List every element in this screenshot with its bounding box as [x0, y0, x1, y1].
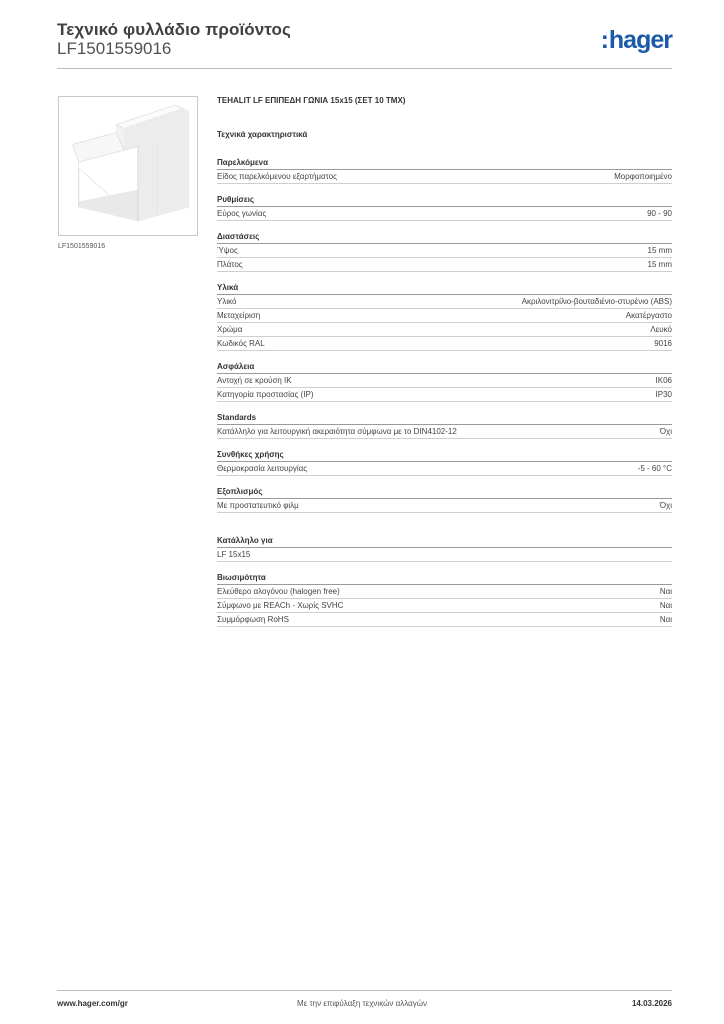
spec-row [217, 244, 672, 258]
spec-row [217, 613, 672, 627]
section-title: Ασφάλεια [217, 361, 672, 374]
section-title: Εξοπλισμός [217, 486, 672, 499]
spec-value: 15 mm [647, 246, 672, 255]
spec-row [217, 585, 672, 599]
spec-value: 15 mm [647, 260, 672, 269]
spec-label: Είδος παρελκόμενου εξαρτήματος [217, 172, 338, 181]
footer-date: 14.03.2026 [631, 999, 672, 1008]
spec-label: Ελεύθερο αλογόνου (halogen free) [217, 587, 340, 596]
spec-section [217, 194, 672, 221]
spec-label: Θερμοκρασία λειτουργίας [217, 464, 308, 473]
spec-value: Ναι [659, 601, 672, 610]
section-title: Διαστάσεις [217, 231, 672, 244]
spec-section [217, 282, 672, 351]
spec-label: Ύψος [217, 246, 238, 255]
spec-value: Λευκό [650, 325, 672, 334]
spec-row [217, 462, 672, 476]
section-title: Standards [217, 412, 672, 425]
spec-label: Κατηγορία προστασίας (IP) [217, 390, 314, 399]
spec-value: IK06 [655, 376, 672, 385]
suitable-for-section [217, 535, 672, 562]
spec-value: Όχι [659, 427, 672, 436]
spec-row [217, 337, 672, 351]
spec-value: 9016 [654, 339, 672, 348]
specs-heading: Τεχνικά χαρακτηριστικά [217, 130, 308, 139]
spec-section [217, 231, 672, 272]
product-image [58, 96, 198, 236]
spec-value: -5 - 60 °C [637, 464, 672, 473]
spec-value: Ναι [659, 615, 672, 624]
spec-label: Κωδικός RAL [217, 339, 265, 348]
spec-section [217, 449, 672, 476]
spec-value: Ακριλονιτρίλιο-βουταδιένιο-στυρένιο (ABS) [521, 297, 672, 306]
spec-row [217, 599, 672, 613]
footer-website-link[interactable]: www.hager.com/gr [57, 999, 128, 1008]
section-title: Συνθήκες χρήσης [217, 449, 672, 462]
spec-label: Με προστατευτικό φιλμ [217, 501, 299, 510]
spec-row [217, 425, 672, 439]
section-title: Βιωσιμότητα [217, 572, 672, 585]
spec-value: 90 - 90 [647, 209, 672, 218]
spec-row [217, 170, 672, 184]
logo-text: hager [608, 26, 672, 54]
document-title: Τεχνικό φυλλάδιο προϊόντος [57, 20, 291, 39]
spec-label: Πλάτος [217, 260, 243, 269]
spec-label: Εύρος γωνίας [217, 209, 267, 218]
hager-logo [601, 28, 672, 53]
spec-sections [217, 157, 672, 513]
spec-label: Μεταχείριση [217, 311, 261, 320]
spec-label: Υλικό [217, 297, 237, 306]
spec-value: Όχι [659, 501, 672, 510]
spec-row [217, 309, 672, 323]
spec-label: Κατάλληλο για λειτουργική ακεραιότητα σύμφωνα με το DIN4102-12 [217, 427, 457, 436]
section-title: Ρυθμίσεις [217, 194, 672, 207]
spec-value: Μορφοποιημένο [614, 172, 672, 181]
spec-section [217, 361, 672, 402]
image-caption: LF1501559016 [58, 243, 106, 250]
header-divider [57, 68, 672, 69]
spec-section [217, 412, 672, 439]
sustainability-section [217, 572, 672, 627]
section-title: Υλικά [217, 282, 672, 295]
product-code: LF1501559016 [57, 39, 172, 58]
section-title: Παρελκόμενα [217, 157, 672, 170]
spec-row [217, 258, 672, 272]
section-title: Κατάλληλο για [217, 535, 672, 548]
footer-divider [57, 990, 672, 991]
spec-label: Αντοχή σε κρούση IK [217, 376, 292, 385]
spec-row [217, 388, 672, 402]
spec-label: LF 15x15 [217, 550, 251, 559]
spec-value: Ναι [659, 587, 672, 596]
spec-row [217, 295, 672, 309]
spec-row [217, 499, 672, 513]
spec-label: Σύμφωνο με REACh - Χωρίς SVHC [217, 601, 344, 610]
logo-colon-icon: : [600, 26, 608, 54]
footer-notice: Με την επιφύλαξη τεχνικών αλλαγών [297, 999, 427, 1008]
spec-row [217, 548, 672, 562]
spec-label: Συμμόρφωση RoHS [217, 615, 289, 624]
spec-row [217, 207, 672, 221]
spec-label: Χρώμα [217, 325, 243, 334]
spec-section [217, 486, 672, 513]
spec-row [217, 374, 672, 388]
flat-angle-icon [59, 97, 197, 235]
spec-section [217, 157, 672, 184]
spec-value: Ακατέργαστο [625, 311, 672, 320]
spec-panel [217, 95, 672, 637]
spec-row [217, 323, 672, 337]
spec-value: IP30 [655, 390, 672, 399]
product-name: TEHALIT LF ΕΠΙΠΕΔΗ ΓΩΝΙΑ 15x15 (ΣΕΤ 10 ΤΜΧ) [217, 96, 406, 105]
